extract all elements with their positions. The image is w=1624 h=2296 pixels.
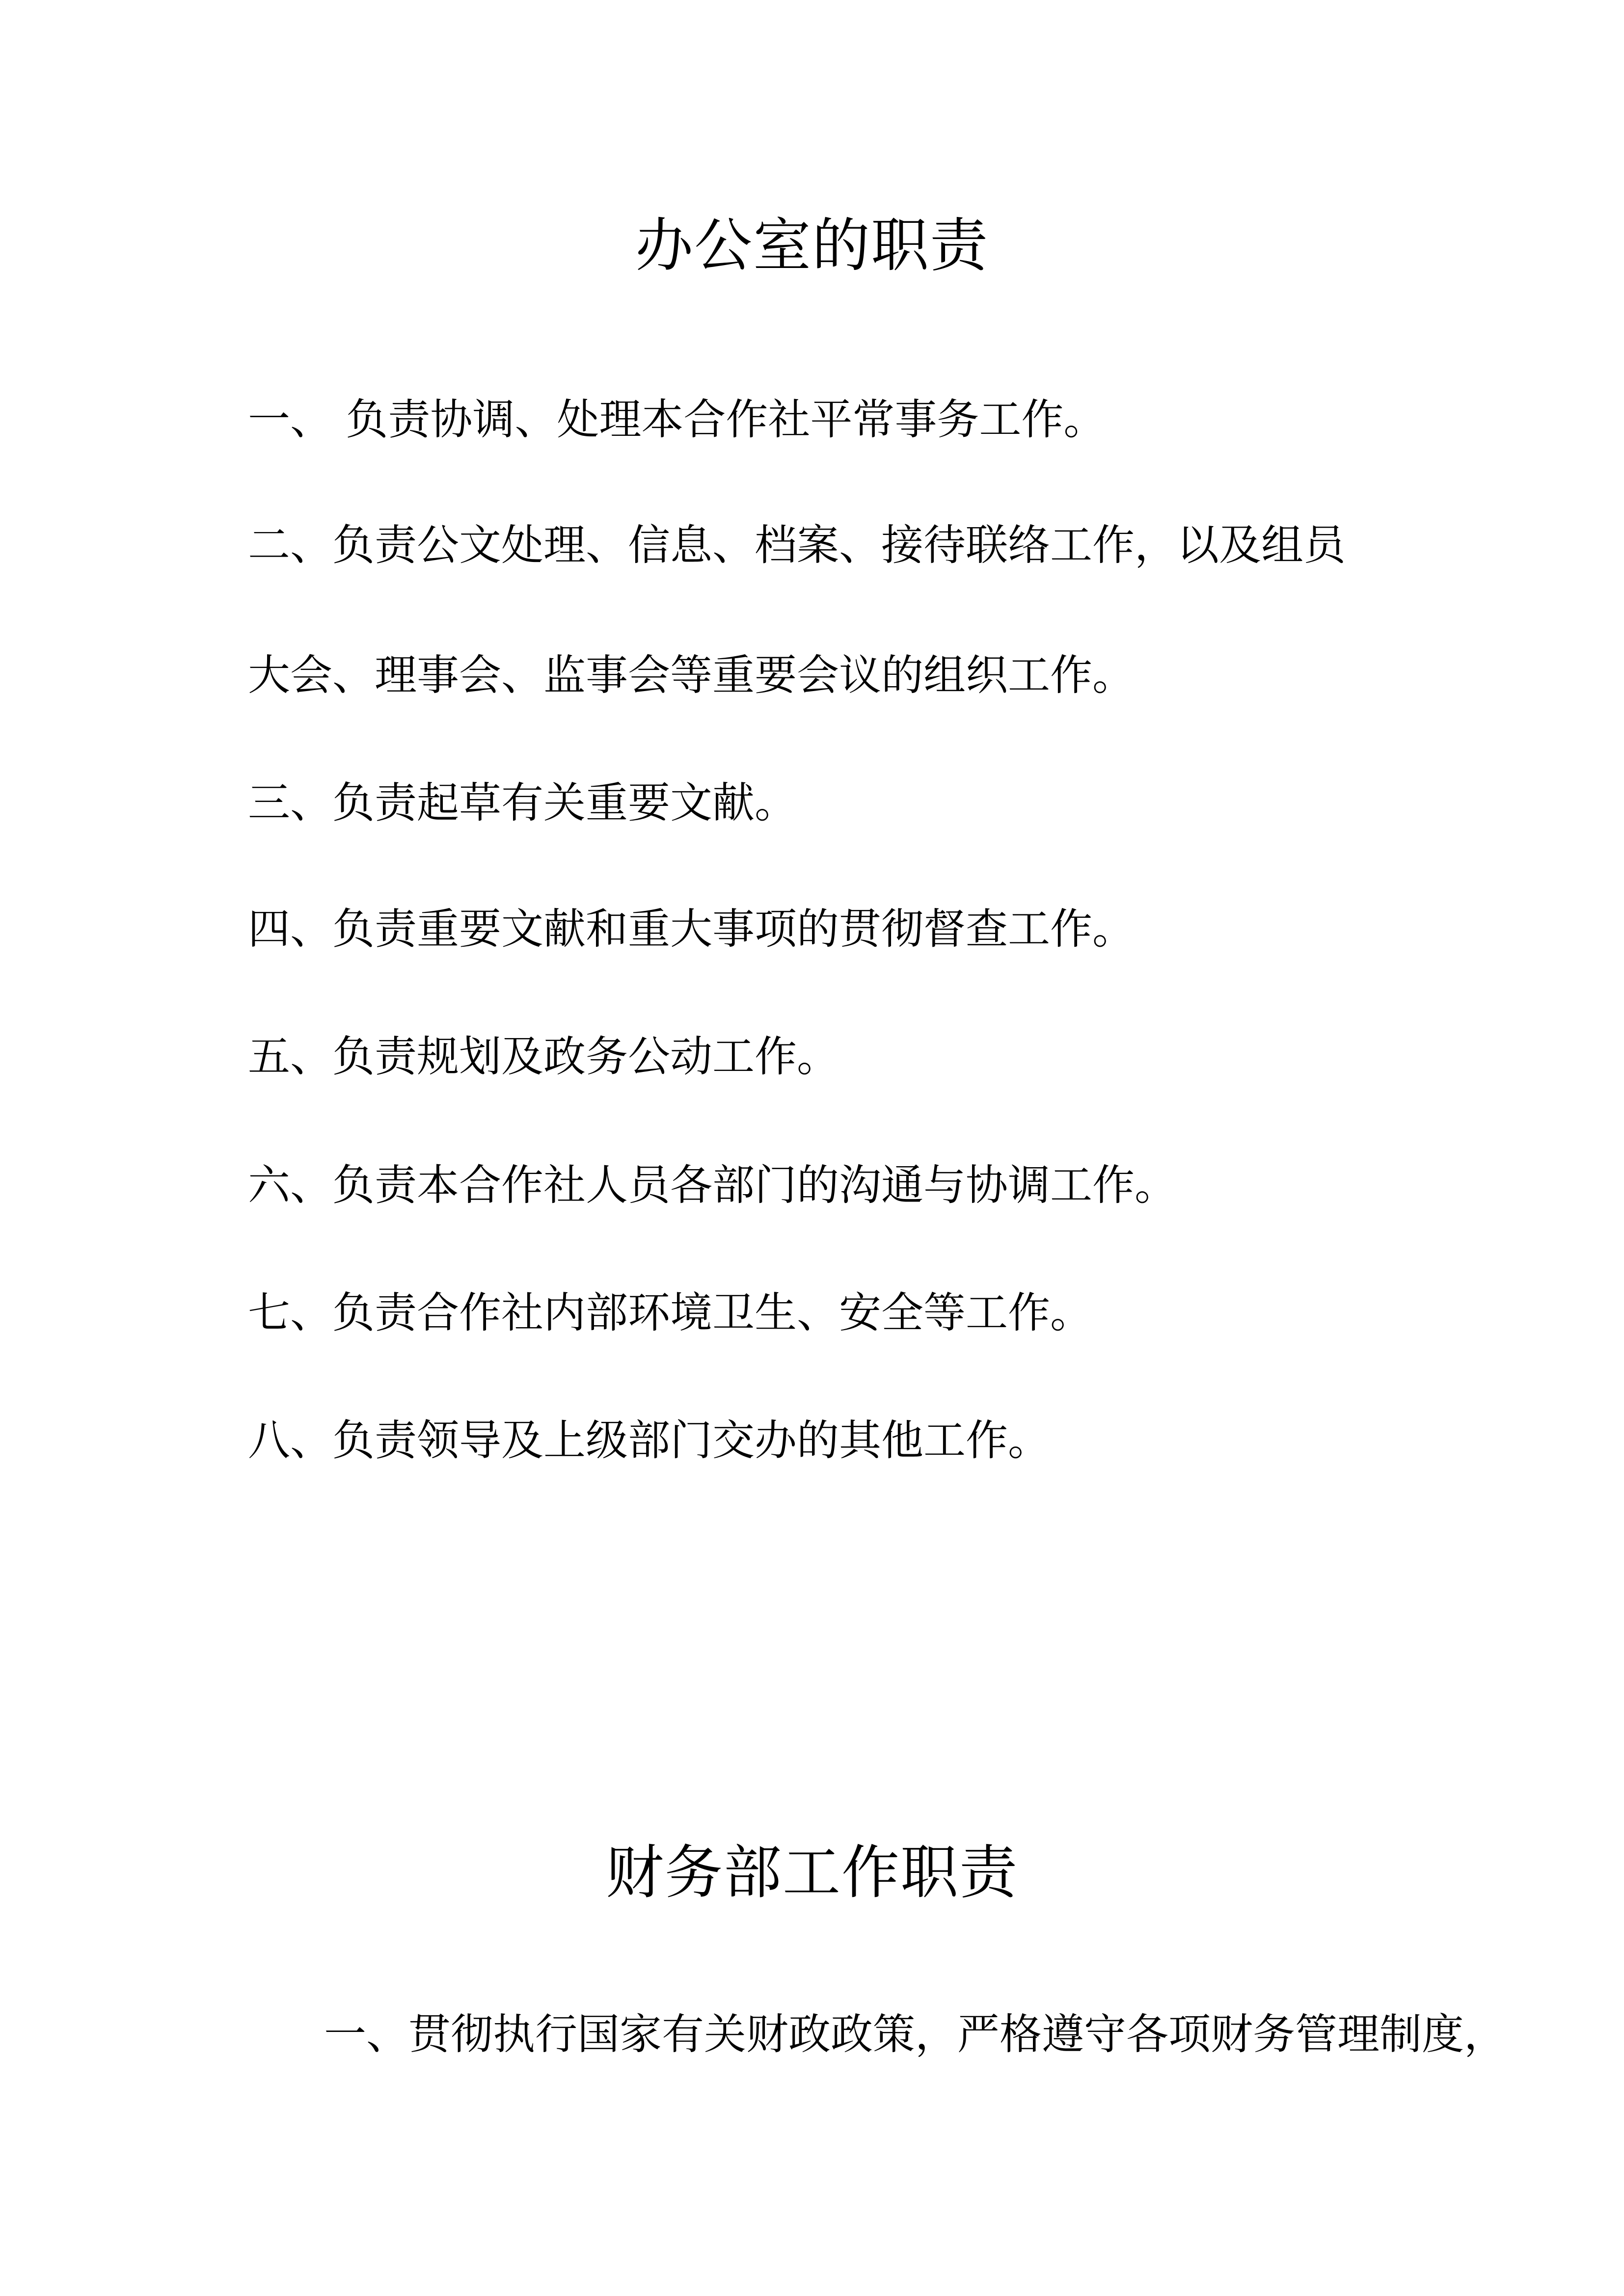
finance-duties-title: 财务部工作职责: [605, 1839, 1018, 1906]
office-duty-line-2-continued: 大会、理事会、监事会等重要会议的组织工作。: [248, 651, 1135, 700]
office-duty-line-7: 七、负责合作社内部环境卫生、安全等工作。: [248, 1288, 1092, 1337]
office-duty-line-4: 四、负责重要文献和重大事项的贯彻督查工作。: [248, 905, 1135, 954]
finance-duty-line-1: 一、贯彻执行国家有关财政政策，严格遵守各项财务管理制度，: [324, 2010, 1506, 2059]
office-duties-title: 办公室的职责: [635, 212, 989, 279]
office-duty-line-5: 五、负责规划及政务公动工作。: [248, 1032, 839, 1081]
office-duty-line-6: 六、负责本合作社人员各部门的沟通与协调工作。: [248, 1161, 1177, 1210]
office-duty-line-3: 三、负责起草有关重要文献。: [248, 778, 797, 828]
office-duty-line-1: 一、 负责协调、处理本合作社平常事务工作。: [248, 395, 1106, 444]
office-duty-line-2: 二、负责公文处理、信息、档案、接待联络工作，以及组员: [248, 521, 1346, 570]
office-duty-line-8: 八、负责领导及上级部门交办的其他工作。: [248, 1416, 1050, 1465]
